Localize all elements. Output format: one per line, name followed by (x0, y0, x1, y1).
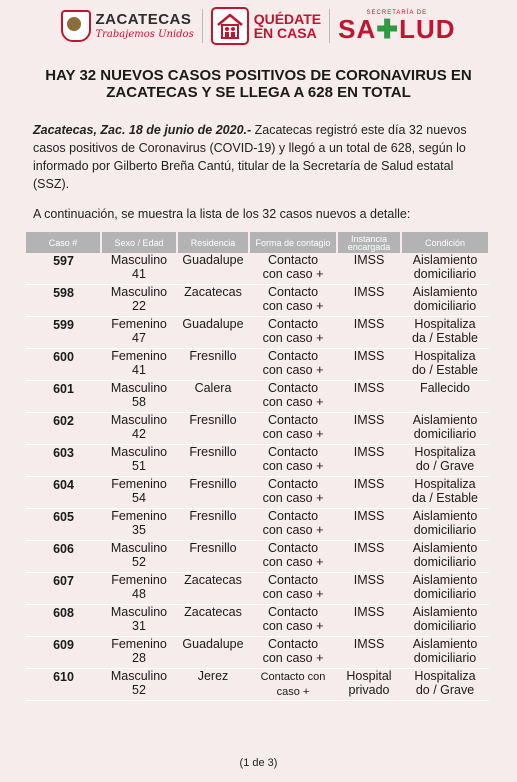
cell-sexo-edad-text: 22 (132, 299, 146, 313)
cell-forma-contagio-text: con caso + (262, 523, 324, 537)
cell-residencia-text: Jerez (197, 669, 229, 683)
cell-instancia-text: IMSS (353, 477, 385, 491)
cell-instancia (337, 285, 401, 317)
cell-condicion-text: domiciliario (413, 299, 477, 313)
cell-sexo-edad (101, 573, 177, 605)
cell-instancia (337, 381, 401, 413)
header-logos (0, 0, 517, 52)
cell-residencia (177, 349, 249, 381)
cell-sexo-edad-text: 42 (132, 427, 146, 441)
cell-caso-text: 606 (53, 542, 74, 556)
cell-sexo-edad (101, 349, 177, 381)
salud-cross-icon: ✚ (376, 14, 400, 44)
cell-caso (26, 285, 101, 317)
table-row (26, 509, 489, 541)
cell-instancia-text: IMSS (353, 349, 385, 363)
header-residencia: Residencia (177, 232, 249, 253)
cell-forma-contagio-text: con caso + (262, 395, 324, 409)
cell-sexo-edad (101, 253, 177, 285)
table-row (26, 573, 489, 605)
cell-residencia (177, 381, 249, 413)
cell-forma-contagio-text: Contacto con (260, 671, 326, 683)
cell-condicion-text: domiciliario (413, 619, 477, 633)
cell-sexo-edad-text: Masculino (110, 413, 168, 427)
cell-forma-contagio-text: Contacto (267, 509, 319, 523)
header-sexo-edad: Sexo / Edad (101, 232, 177, 253)
page-title: HAY 32 NUEVOS CASOS POSITIVOS DE CORONAVIRUS EN ZACATECAS Y SE LLEGA A 628 EN TOTAL (45, 67, 472, 101)
table-row (26, 349, 489, 381)
cell-caso (26, 253, 101, 285)
cell-instancia (337, 509, 401, 541)
cell-instancia-text: IMSS (353, 317, 385, 331)
cell-instancia (337, 445, 401, 477)
cell-caso (26, 477, 101, 509)
cell-condicion-text: Hospitaliza (414, 349, 476, 363)
cell-residencia-text: Zacatecas (184, 605, 242, 619)
table-row (26, 253, 489, 285)
cell-forma-contagio-text: Contacto (267, 605, 319, 619)
cell-forma-contagio (249, 605, 337, 637)
cell-sexo-edad-text: 54 (132, 491, 146, 505)
cell-condicion-text: Aislamiento (412, 637, 478, 651)
table-row (26, 605, 489, 637)
cell-sexo-edad-text: Masculino (110, 285, 168, 299)
cell-condicion-text: Aislamiento (412, 605, 478, 619)
cell-forma-contagio (249, 669, 337, 701)
cell-condicion-text: Hospitaliza (414, 317, 476, 331)
cell-forma-contagio-text: Contacto (267, 477, 319, 491)
cell-condicion (401, 669, 489, 701)
salud-subtitle: SECRETARÍA DE (366, 10, 428, 16)
cell-caso-text: 598 (53, 286, 74, 300)
table-row (26, 413, 489, 445)
cell-instancia (337, 573, 401, 605)
table-row (26, 477, 489, 509)
table-row (26, 637, 489, 669)
table-row (26, 541, 489, 573)
cell-condicion (401, 381, 489, 413)
cell-forma-contagio (249, 541, 337, 573)
cell-forma-contagio (249, 509, 337, 541)
intro-paragraph (33, 121, 485, 193)
cell-condicion-text: Aislamiento (412, 541, 478, 555)
cell-residencia (177, 509, 249, 541)
cell-residencia-text: Fresnillo (189, 477, 237, 491)
table-row (26, 381, 489, 413)
cell-instancia-text: IMSS (353, 573, 385, 587)
cell-residencia (177, 669, 249, 701)
cell-residencia-text: Calera (194, 381, 232, 395)
cell-forma-contagio-text: con caso + (262, 331, 324, 345)
cell-condicion-text: domiciliario (413, 523, 477, 537)
cell-forma-contagio-text: con caso + (262, 299, 324, 313)
zacatecas-seal-icon (61, 10, 91, 42)
cell-condicion (401, 349, 489, 381)
cell-residencia (177, 413, 249, 445)
cell-caso-text: 609 (53, 638, 74, 652)
cell-caso-text: 597 (53, 254, 74, 268)
cell-sexo-edad-text: Femenino (111, 317, 167, 331)
cell-condicion (401, 509, 489, 541)
cell-sexo-edad-text: 58 (132, 395, 146, 409)
cell-instancia-text: privado (348, 683, 390, 697)
cell-instancia (337, 317, 401, 349)
table-row (26, 317, 489, 349)
cases-table (26, 232, 490, 701)
cell-condicion-text: Hospitaliza (414, 445, 476, 459)
cell-sexo-edad-text: Femenino (111, 509, 167, 523)
cell-forma-contagio (249, 637, 337, 669)
cell-caso-text: 610 (53, 670, 74, 684)
cell-sexo-edad-text: Masculino (110, 541, 168, 555)
intro-body: Zacatecas registró este día 32 nuevos casos positivos de Coronavirus (COVID-19) y llegó a un total de 628, según lo informado por Gilberto Breña Cantú, titular de la Secretaría de Salud estatal (SSZ). (33, 123, 467, 191)
cell-caso (26, 413, 101, 445)
header-caso: Caso # (26, 232, 101, 253)
cell-instancia (337, 637, 401, 669)
quedate-line1: QUÉDATE (253, 11, 322, 27)
cell-condicion-text: do / Grave (415, 459, 475, 473)
zacatecas-name: ZACATECAS (95, 11, 192, 28)
cell-instancia (337, 253, 401, 285)
logo-divider (329, 9, 330, 43)
cell-caso (26, 573, 101, 605)
cell-caso (26, 509, 101, 541)
cell-condicion-text: do / Grave (415, 683, 475, 697)
cell-sexo-edad-text: 47 (132, 331, 146, 345)
cell-caso (26, 541, 101, 573)
cell-forma-contagio-text: con caso + (262, 651, 324, 665)
cell-sexo-edad-text: 52 (132, 683, 146, 697)
zacatecas-slogan: Trabajemos Unidos (95, 29, 194, 40)
cell-caso-text: 603 (53, 446, 74, 460)
cell-caso-text: 599 (53, 318, 74, 332)
cell-residencia (177, 477, 249, 509)
cell-residencia (177, 605, 249, 637)
cell-instancia-text: IMSS (353, 445, 385, 459)
cell-sexo-edad (101, 413, 177, 445)
cell-condicion-text: do / Estable (411, 363, 478, 377)
cell-caso (26, 349, 101, 381)
cell-sexo-edad (101, 317, 177, 349)
cell-caso-text: 605 (53, 510, 74, 524)
cell-sexo-edad (101, 477, 177, 509)
cell-condicion (401, 413, 489, 445)
cell-condicion-text: Aislamiento (412, 253, 478, 267)
cell-instancia (337, 541, 401, 573)
cell-forma-contagio-text: Contacto (267, 317, 319, 331)
cell-instancia (337, 669, 401, 701)
page-number: (1 de 3) (239, 757, 278, 769)
cell-forma-contagio-text: Contacto (267, 541, 319, 555)
cell-condicion (401, 253, 489, 285)
secretaria-salud-logo (338, 10, 455, 42)
cell-sexo-edad (101, 669, 177, 701)
cell-forma-contagio-text: Contacto (267, 285, 319, 299)
cell-sexo-edad (101, 637, 177, 669)
cell-condicion (401, 445, 489, 477)
cell-condicion-text: domiciliario (413, 587, 477, 601)
cell-caso (26, 381, 101, 413)
cell-forma-contagio-text: con caso + (262, 619, 324, 633)
cell-condicion-text: da / Estable (411, 331, 478, 345)
cell-sexo-edad (101, 445, 177, 477)
cell-caso-text: 600 (53, 350, 74, 364)
cell-sexo-edad-text: Femenino (111, 573, 167, 587)
cell-condicion-text: Aislamiento (412, 573, 478, 587)
header-condicion: Condición (401, 232, 489, 253)
dateline: Zacatecas, Zac. 18 de junio de 2020.- (33, 123, 252, 137)
cell-instancia-text: IMSS (353, 541, 385, 555)
cell-forma-contagio-text: Contacto (267, 253, 319, 267)
cell-sexo-edad-text: 41 (132, 363, 146, 377)
cell-forma-contagio-text: con caso + (262, 427, 324, 441)
cell-residencia (177, 541, 249, 573)
table-header-row (26, 232, 489, 253)
cell-condicion (401, 573, 489, 605)
cell-sexo-edad-text: 52 (132, 555, 146, 569)
cell-forma-contagio (249, 573, 337, 605)
cell-forma-contagio (249, 253, 337, 285)
table-row (26, 285, 489, 317)
cell-caso-text: 602 (53, 414, 74, 428)
cell-sexo-edad (101, 285, 177, 317)
cell-instancia-text: IMSS (353, 413, 385, 427)
cell-sexo-edad-text: 41 (132, 267, 146, 281)
cell-sexo-edad (101, 605, 177, 637)
cell-sexo-edad-text: 31 (132, 619, 146, 633)
cell-sexo-edad (101, 381, 177, 413)
cell-residencia (177, 253, 249, 285)
cell-sexo-edad-text: Masculino (110, 253, 168, 267)
cell-caso-text: 604 (53, 478, 74, 492)
cell-forma-contagio-text: con caso + (262, 459, 324, 473)
cell-residencia-text: Zacatecas (184, 285, 242, 299)
cell-sexo-edad-text: 28 (132, 651, 146, 665)
cell-condicion (401, 541, 489, 573)
cell-residencia-text: Fresnillo (189, 349, 237, 363)
cell-condicion (401, 605, 489, 637)
cell-forma-contagio (249, 445, 337, 477)
cell-condicion (401, 477, 489, 509)
cell-forma-contagio (249, 285, 337, 317)
cell-condicion-text: domiciliario (413, 427, 477, 441)
table-row (26, 445, 489, 477)
cell-residencia-text: Fresnillo (189, 413, 237, 427)
cell-residencia-text: Guadalupe (182, 317, 244, 331)
cell-sexo-edad-text: 48 (132, 587, 146, 601)
cell-forma-contagio-text: Contacto (267, 413, 319, 427)
cell-residencia (177, 573, 249, 605)
cell-instancia-text: IMSS (353, 637, 385, 651)
cell-sexo-edad-text: Masculino (110, 669, 168, 683)
header-instancia: Instancia encargada (337, 232, 401, 253)
logo-divider (202, 9, 203, 43)
cell-condicion-text: domiciliario (413, 651, 477, 665)
list-intro: A continuación, se muestra la lista de los 32 casos nuevos a detalle: (33, 207, 411, 221)
cell-forma-contagio-text: con caso + (262, 363, 324, 377)
cell-residencia-text: Fresnillo (189, 541, 237, 555)
cell-residencia (177, 445, 249, 477)
cell-condicion-text: da / Estable (411, 491, 478, 505)
cell-forma-contagio-text: Contacto (267, 573, 319, 587)
salud-name: SA✚LUD (338, 14, 456, 44)
cell-instancia (337, 605, 401, 637)
cell-forma-contagio-text: con caso + (262, 491, 324, 505)
cell-caso (26, 317, 101, 349)
cell-condicion (401, 317, 489, 349)
cell-residencia-text: Guadalupe (182, 253, 244, 267)
cell-instancia-text: IMSS (353, 509, 385, 523)
cell-sexo-edad (101, 509, 177, 541)
cell-forma-contagio-text: Contacto (267, 445, 319, 459)
cell-forma-contagio-text: caso + (276, 686, 310, 698)
cell-forma-contagio (249, 381, 337, 413)
cell-condicion-text: domiciliario (413, 555, 477, 569)
cell-residencia-text: Fresnillo (189, 445, 237, 459)
cell-forma-contagio-text: con caso + (262, 267, 324, 281)
quedate-line2: EN CASA (253, 25, 317, 41)
cell-forma-contagio-text: con caso + (262, 587, 324, 601)
cell-sexo-edad-text: Masculino (110, 445, 168, 459)
cell-residencia (177, 637, 249, 669)
cell-residencia (177, 317, 249, 349)
cell-residencia-text: Guadalupe (182, 637, 244, 651)
cell-forma-contagio (249, 413, 337, 445)
cell-caso (26, 669, 101, 701)
cell-sexo-edad-text: Masculino (110, 381, 168, 395)
cell-condicion-text: Aislamiento (412, 285, 478, 299)
cell-instancia-text: IMSS (353, 381, 385, 395)
cell-sexo-edad-text: Femenino (111, 477, 167, 491)
cell-sexo-edad (101, 541, 177, 573)
cell-forma-contagio (249, 349, 337, 381)
house-icon (211, 7, 249, 45)
cell-instancia-text: IMSS (353, 253, 385, 267)
cell-caso (26, 605, 101, 637)
cell-condicion-text: Hospitaliza (414, 477, 476, 491)
cell-caso (26, 637, 101, 669)
cell-forma-contagio-text: Contacto (267, 637, 319, 651)
cell-forma-contagio-text: Contacto (267, 381, 319, 395)
cell-sexo-edad-text: Femenino (111, 349, 167, 363)
cell-caso-text: 601 (53, 382, 74, 396)
zacatecas-logo (61, 10, 193, 42)
cell-instancia (337, 349, 401, 381)
cell-condicion-text: Aislamiento (412, 413, 478, 427)
header-forma-contagio: Forma de contagio (249, 232, 337, 253)
cell-residencia (177, 285, 249, 317)
cell-residencia-text: Fresnillo (189, 509, 237, 523)
cell-condicion-text: Fallecido (419, 381, 471, 395)
cell-forma-contagio-text: Contacto (267, 349, 319, 363)
cell-instancia (337, 413, 401, 445)
cell-caso-text: 607 (53, 574, 74, 588)
cell-sexo-edad-text: Masculino (110, 605, 168, 619)
cell-condicion (401, 637, 489, 669)
cell-forma-contagio (249, 317, 337, 349)
cell-condicion-text: Hospitaliza (414, 669, 476, 683)
cell-sexo-edad-text: Femenino (111, 637, 167, 651)
cell-sexo-edad-text: 35 (132, 523, 146, 537)
quedate-en-casa-logo (211, 7, 321, 45)
cell-condicion-text: domiciliario (413, 267, 477, 281)
cell-condicion (401, 285, 489, 317)
cell-caso-text: 608 (53, 606, 74, 620)
cell-forma-contagio (249, 477, 337, 509)
cell-instancia-text: IMSS (353, 285, 385, 299)
cell-condicion-text: Aislamiento (412, 509, 478, 523)
cell-instancia (337, 477, 401, 509)
cell-caso (26, 445, 101, 477)
cell-instancia-text: IMSS (353, 605, 385, 619)
cell-instancia-text: Hospital (346, 669, 392, 683)
table-row (26, 669, 489, 701)
cell-sexo-edad-text: 51 (132, 459, 146, 473)
cell-forma-contagio-text: con caso + (262, 555, 324, 569)
cell-residencia-text: Zacatecas (184, 573, 242, 587)
